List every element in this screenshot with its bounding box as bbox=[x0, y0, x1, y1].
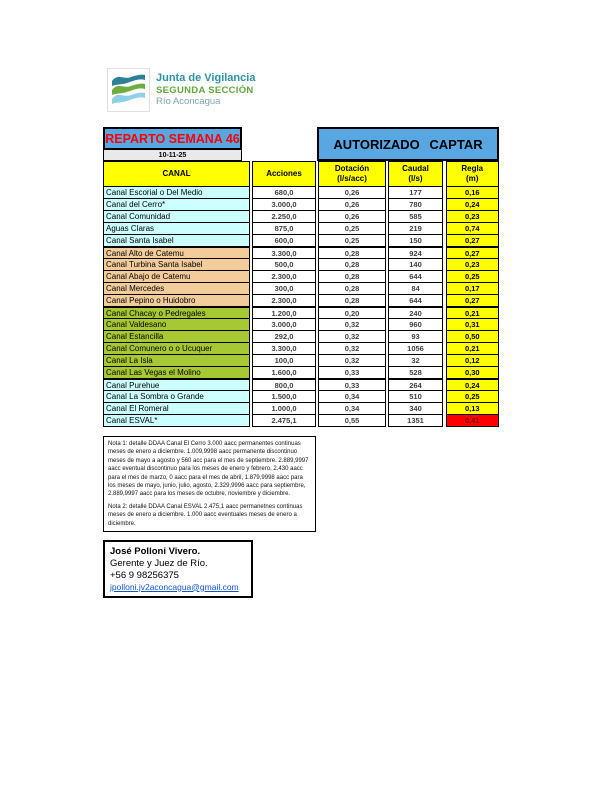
dotacion-value-cell: 0,32 bbox=[319, 330, 385, 342]
canal-name-cell: Canal Purehue bbox=[104, 378, 249, 390]
regla-value-cell: 0,27 bbox=[447, 294, 499, 306]
acciones-value-cell: 3.300,0 bbox=[253, 342, 315, 354]
acciones-value-cell: 300,0 bbox=[253, 282, 315, 294]
acciones-value-cell: 3.300,0 bbox=[253, 246, 315, 258]
column-header-acciones: Acciones bbox=[253, 162, 315, 186]
canal-name-cell: Canal Pepino o Huidobro bbox=[104, 294, 249, 306]
dotacion-header-line1: Dotación bbox=[334, 164, 370, 173]
acciones-value-cell: 1.600,0 bbox=[253, 366, 315, 378]
column-dotacion bbox=[318, 161, 386, 427]
caudal-value-cell: 510 bbox=[389, 390, 442, 402]
canal-name-cell: Canal ESVAL* bbox=[104, 414, 249, 426]
column-regla bbox=[446, 161, 500, 427]
canal-name-cell: Canal Valdesano bbox=[104, 318, 249, 330]
canal-name-cell: Canal Estancilla bbox=[104, 330, 249, 342]
regla-value-cell: 0,16 bbox=[447, 186, 499, 198]
acciones-value-cell: 680,0 bbox=[253, 186, 315, 198]
canal-name-cell: Canal Alto de Catemu bbox=[104, 246, 249, 258]
canal-name-cell: Canal Comunidad bbox=[104, 210, 249, 222]
acciones-value-cell: 1.500,0 bbox=[253, 390, 315, 402]
acciones-value-cell: 1.000,0 bbox=[253, 402, 315, 414]
dotacion-value-cell: 0,28 bbox=[319, 270, 385, 282]
column-canal bbox=[103, 161, 250, 427]
acciones-value-cell: 500,0 bbox=[253, 258, 315, 270]
regla-value-cell: 0,31 bbox=[447, 318, 499, 330]
dotacion-value-cell: 0,28 bbox=[319, 282, 385, 294]
caudal-value-cell: 1351 bbox=[389, 414, 442, 426]
column-header-canal: CANAL bbox=[104, 162, 249, 186]
caudal-value-cell: 340 bbox=[389, 402, 442, 414]
dotacion-value-cell: 0,20 bbox=[319, 306, 385, 318]
column-header-regla bbox=[447, 162, 499, 186]
regla-value-cell: 0,25 bbox=[447, 270, 499, 282]
caudal-value-cell: 644 bbox=[389, 294, 442, 306]
caudal-value-cell: 32 bbox=[389, 354, 442, 366]
dotacion-header-line2: (l/s/acc) bbox=[337, 174, 367, 183]
dotacion-value-cell: 0,34 bbox=[319, 390, 385, 402]
regla-value-cell: 0,41 bbox=[447, 414, 499, 426]
contact-box bbox=[103, 540, 253, 598]
dotacion-value-cell: 0,26 bbox=[319, 210, 385, 222]
canal-name-cell: Canal Las Vegas el Molino bbox=[104, 366, 249, 378]
caudal-value-cell: 240 bbox=[389, 306, 442, 318]
regla-value-cell: 0,23 bbox=[447, 258, 499, 270]
authorized-title: AUTORIZADO CAPTAR bbox=[333, 136, 483, 152]
regla-value-cell: 0,50 bbox=[447, 330, 499, 342]
regla-value-cell: 0,30 bbox=[447, 366, 499, 378]
dotacion-value-cell: 0,26 bbox=[319, 198, 385, 210]
dotacion-value-cell: 0,25 bbox=[319, 234, 385, 246]
caudal-value-cell: 528 bbox=[389, 366, 442, 378]
regla-value-cell: 0,24 bbox=[447, 198, 499, 210]
regla-value-cell: 0,25 bbox=[447, 390, 499, 402]
dotacion-value-cell: 0,33 bbox=[319, 366, 385, 378]
dotacion-value-cell: 0,28 bbox=[319, 258, 385, 270]
regla-value-cell: 0,24 bbox=[447, 378, 499, 390]
dotacion-value-cell: 0,32 bbox=[319, 342, 385, 354]
dotacion-value-cell: 0,25 bbox=[319, 222, 385, 234]
dotacion-value-cell: 0,28 bbox=[319, 294, 385, 306]
caudal-header-line1: Caudal bbox=[402, 164, 429, 173]
regla-value-cell: 0,17 bbox=[447, 282, 499, 294]
caudal-value-cell: 140 bbox=[389, 258, 442, 270]
report-title: REPARTO SEMANA 46 bbox=[105, 131, 240, 146]
contact-name: José Polloni Vivero. bbox=[110, 546, 201, 557]
contact-phone: +56 9 98256375 bbox=[110, 569, 179, 581]
canal-name-cell: Aguas Claras bbox=[104, 222, 249, 234]
canal-name-cell: Canal Santa Isabel bbox=[104, 234, 249, 246]
column-header-dotacion bbox=[319, 162, 385, 186]
canal-name-cell: Canal Escorial o Del Medio bbox=[104, 186, 249, 198]
contact-role: Gerente y Juez de Río. bbox=[110, 557, 208, 569]
regla-value-cell: 0,21 bbox=[447, 342, 499, 354]
note-1: Nota 1: detalle DDAA Canal El Cerro 3.000 aacc permanentes continuas meses de enero a diciembre. 1.009,9998 aacc permanente discontinuo meses de mayo a agosto y 560 acc para el mes de septiembre. 2.889,9997 aacc eventual discontinuo para los meses de enero y febrero, 2.430 aacc para el mes de marzo, 0 aacc para el mes de abril, 1.879,9998 aacc para los meses de mayo, junio, julio, agosto, 2.329,9996 aacc para septiembre, 2.889,9997 aacc para los meses de octubre, noviembre y diciembre. bbox=[108, 441, 309, 498]
caudal-value-cell: 177 bbox=[389, 186, 442, 198]
contact-email-link[interactable]: jpolloni.jv2aconcagua@gmail.com bbox=[110, 581, 239, 592]
dotacion-value-cell: 0,28 bbox=[319, 246, 385, 258]
logo-river: Río Aconcagua bbox=[156, 96, 221, 108]
report-title-box bbox=[103, 127, 242, 150]
column-caudal bbox=[388, 161, 443, 427]
regla-value-cell: 0,13 bbox=[447, 402, 499, 414]
canal-name-cell: Canal La Sombra o Grande bbox=[104, 390, 249, 402]
dotacion-value-cell: 0,32 bbox=[319, 318, 385, 330]
canal-name-cell: Canal Abajo de Catemu bbox=[104, 270, 249, 282]
canal-name-cell: Canal Comunero o o Ucuquer bbox=[104, 342, 249, 354]
acciones-value-cell: 875,0 bbox=[253, 222, 315, 234]
dotacion-value-cell: 0,34 bbox=[319, 402, 385, 414]
caudal-value-cell: 924 bbox=[389, 246, 442, 258]
acciones-value-cell: 100,0 bbox=[253, 354, 315, 366]
regla-value-cell: 0,23 bbox=[447, 210, 499, 222]
logo-waves-icon bbox=[107, 68, 150, 112]
regla-value-cell: 0,74 bbox=[447, 222, 499, 234]
dotacion-value-cell: 0,55 bbox=[319, 414, 385, 426]
logo-section: SEGUNDA SECCIÓN bbox=[156, 85, 254, 97]
caudal-value-cell: 219 bbox=[389, 222, 442, 234]
canal-name-cell: Canal El Romeral bbox=[104, 402, 249, 414]
column-header-caudal bbox=[389, 162, 442, 186]
dotacion-value-cell: 0,33 bbox=[319, 378, 385, 390]
acciones-value-cell: 3.000,0 bbox=[253, 198, 315, 210]
column-acciones bbox=[252, 161, 316, 427]
logo-org-name: Junta de Vigilancia bbox=[156, 72, 256, 85]
acciones-value-cell: 2.250,0 bbox=[253, 210, 315, 222]
notes-box bbox=[103, 436, 316, 532]
regla-header-line1: Regla bbox=[461, 164, 484, 173]
canal-name-cell: Canal Chacay o Pedregales bbox=[104, 306, 249, 318]
regla-header-line2: (m) bbox=[466, 174, 479, 183]
canal-name-cell: Canal Mercedes bbox=[104, 282, 249, 294]
regla-value-cell: 0,12 bbox=[447, 354, 499, 366]
canal-name-cell: Canal La Isla bbox=[104, 354, 249, 366]
acciones-value-cell: 292,0 bbox=[253, 330, 315, 342]
caudal-value-cell: 585 bbox=[389, 210, 442, 222]
acciones-value-cell: 2.475,1 bbox=[253, 414, 315, 426]
caudal-value-cell: 780 bbox=[389, 198, 442, 210]
acciones-value-cell: 3.000,0 bbox=[253, 318, 315, 330]
caudal-value-cell: 1056 bbox=[389, 342, 442, 354]
note-2: Nota 2: detalle DDAA Canal ESVAL 2.475,1 aacc permanetnes continuas meses de enero a diciembre. 1.000 aacc eventuales meses de enero a diciembre. bbox=[108, 503, 303, 527]
acciones-value-cell: 2.300,0 bbox=[253, 270, 315, 282]
canal-name-cell: Canal del Cerro* bbox=[104, 198, 249, 210]
org-logo bbox=[107, 68, 255, 112]
caudal-value-cell: 644 bbox=[389, 270, 442, 282]
regla-value-cell: 0,27 bbox=[447, 234, 499, 246]
caudal-value-cell: 960 bbox=[389, 318, 442, 330]
regla-value-cell: 0,21 bbox=[447, 306, 499, 318]
authorized-title-box bbox=[317, 127, 499, 161]
acciones-value-cell: 800,0 bbox=[253, 378, 315, 390]
waves-icon bbox=[111, 72, 146, 108]
acciones-value-cell: 2.300,0 bbox=[253, 294, 315, 306]
dotacion-value-cell: 0,32 bbox=[319, 354, 385, 366]
caudal-value-cell: 93 bbox=[389, 330, 442, 342]
report-date: 10-11-25 bbox=[103, 150, 242, 161]
caudal-value-cell: 150 bbox=[389, 234, 442, 246]
canal-name-cell: Canal Turbina Santa Isabel bbox=[104, 258, 249, 270]
dotacion-value-cell: 0,26 bbox=[319, 186, 385, 198]
caudal-value-cell: 84 bbox=[389, 282, 442, 294]
regla-value-cell: 0,27 bbox=[447, 246, 499, 258]
acciones-value-cell: 600,0 bbox=[253, 234, 315, 246]
caudal-header-line2: (l/s) bbox=[408, 174, 423, 183]
caudal-value-cell: 264 bbox=[389, 378, 442, 390]
acciones-value-cell: 1.200,0 bbox=[253, 306, 315, 318]
